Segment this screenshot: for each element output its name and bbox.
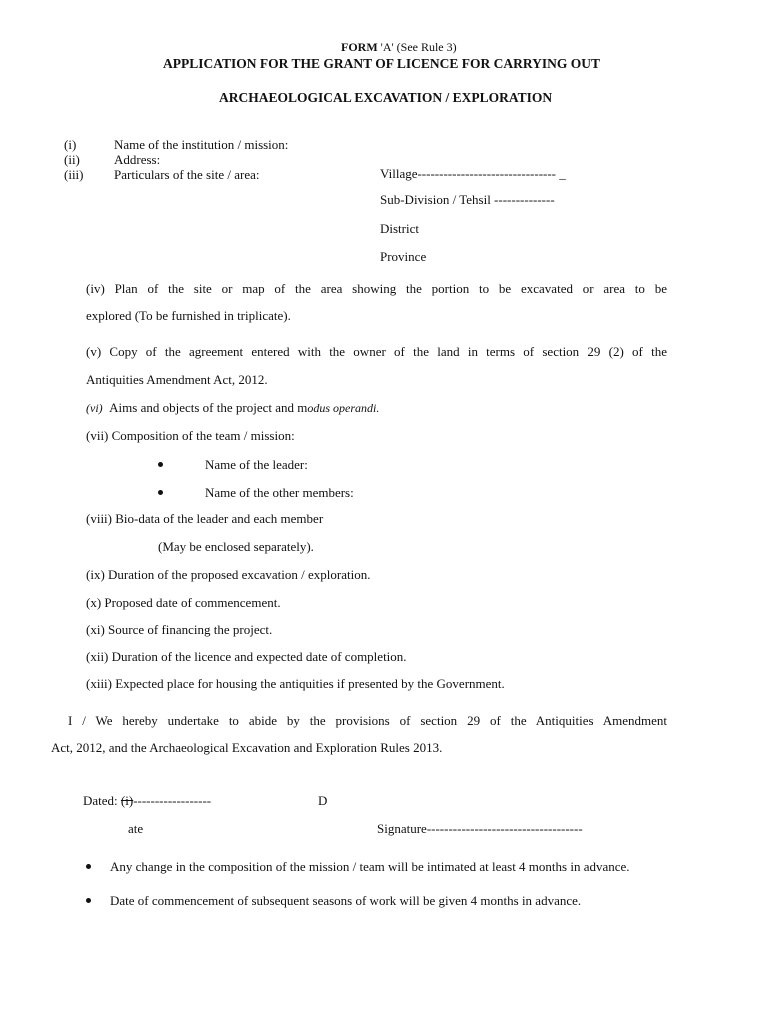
item-vi	[86, 400, 379, 416]
item-iii-number: (iii)	[64, 167, 84, 182]
dated-dashes: ------------------	[133, 793, 212, 808]
bullet-icon	[158, 462, 163, 467]
item-iii-text: Particulars of the site / area:	[114, 167, 260, 182]
d-letter: D	[318, 793, 328, 808]
subdivision-field: Sub-Division / Tehsil --------------	[380, 192, 555, 207]
form-header	[341, 40, 457, 55]
item-xii: (xii) Duration of the licence and expected date of completion.	[86, 649, 407, 664]
dated-field	[83, 793, 211, 808]
item-xi: (xi) Source of financing the project.	[86, 622, 273, 637]
item-iv-line1: (iv) Plan of the site or map of the area showing the portion to be excavated or area to be	[86, 281, 667, 296]
item-v-line1: (v) Copy of the agreement entered with the owner of the land in terms of section 29 (2) of the	[86, 344, 667, 359]
item-iv-line2: explored (To be furnished in triplicate).	[86, 308, 291, 323]
item-vii-members: Name of the other members:	[205, 485, 354, 500]
form-title-line1: APPLICATION FOR THE GRANT OF LICENCE FOR CARRYING OUT	[163, 56, 601, 71]
item-ix: (ix) Duration of the proposed excavation / exploration.	[86, 567, 371, 582]
form-rule-ref: 'A' (See Rule 3)	[377, 40, 457, 54]
item-ii-text: Address:	[114, 152, 161, 167]
item-vii-leader: Name of the leader:	[205, 457, 308, 472]
item-viii-line2: (May be enclosed separately).	[158, 539, 314, 554]
item-vi-italic: odus operandi.	[307, 401, 380, 415]
item-vii: (vii) Composition of the team / mission:	[86, 428, 295, 443]
bullet-icon	[86, 898, 91, 903]
item-i-text: Name of the institution / mission:	[114, 137, 289, 152]
undertaking-line1: I / We hereby undertake to abide by the provisions of section 29 of the Antiquities Amendment	[68, 713, 667, 728]
bullet-icon	[158, 490, 163, 495]
item-viii-line1: (viii) Bio-data of the leader and each member	[86, 511, 324, 526]
ate-text: ate	[128, 821, 144, 836]
province-field: Province	[380, 249, 427, 264]
item-i-number: (i)	[64, 137, 77, 152]
form-title-line2: ARCHAEOLOGICAL EXCAVATION / EXPLORATION	[219, 90, 553, 105]
item-v-line2: Antiquities Amendment Act, 2012.	[86, 372, 268, 387]
signature-field: Signature------------------------------------	[377, 821, 583, 836]
item-xiii: (xiii) Expected place for housing the antiquities if presented by the Government.	[86, 676, 505, 691]
district-field: District	[380, 221, 419, 236]
item-vi-number: (vi)	[86, 401, 103, 415]
item-ii-number: (ii)	[64, 152, 80, 167]
item-x: (x) Proposed date of commencement.	[86, 595, 281, 610]
village-field: Village-------------------------------- _	[380, 166, 566, 181]
form-label: FORM	[341, 40, 378, 54]
undertaking-line2: Act, 2012, and the Archaeological Excavation and Exploration Rules 2013.	[51, 740, 443, 755]
note-commencement: Date of commencement of subsequent seasons of work will be given 4 months in advance.	[110, 893, 582, 908]
note-team-change: Any change in the composition of the mission / team will be intimated at least 4 months in advance.	[110, 859, 630, 874]
dated-label: Dated:	[83, 793, 121, 808]
dated-struck-text: (i)	[120, 793, 134, 808]
bullet-icon	[86, 864, 91, 869]
item-vi-text: Aims and objects of the project and m	[109, 400, 308, 415]
